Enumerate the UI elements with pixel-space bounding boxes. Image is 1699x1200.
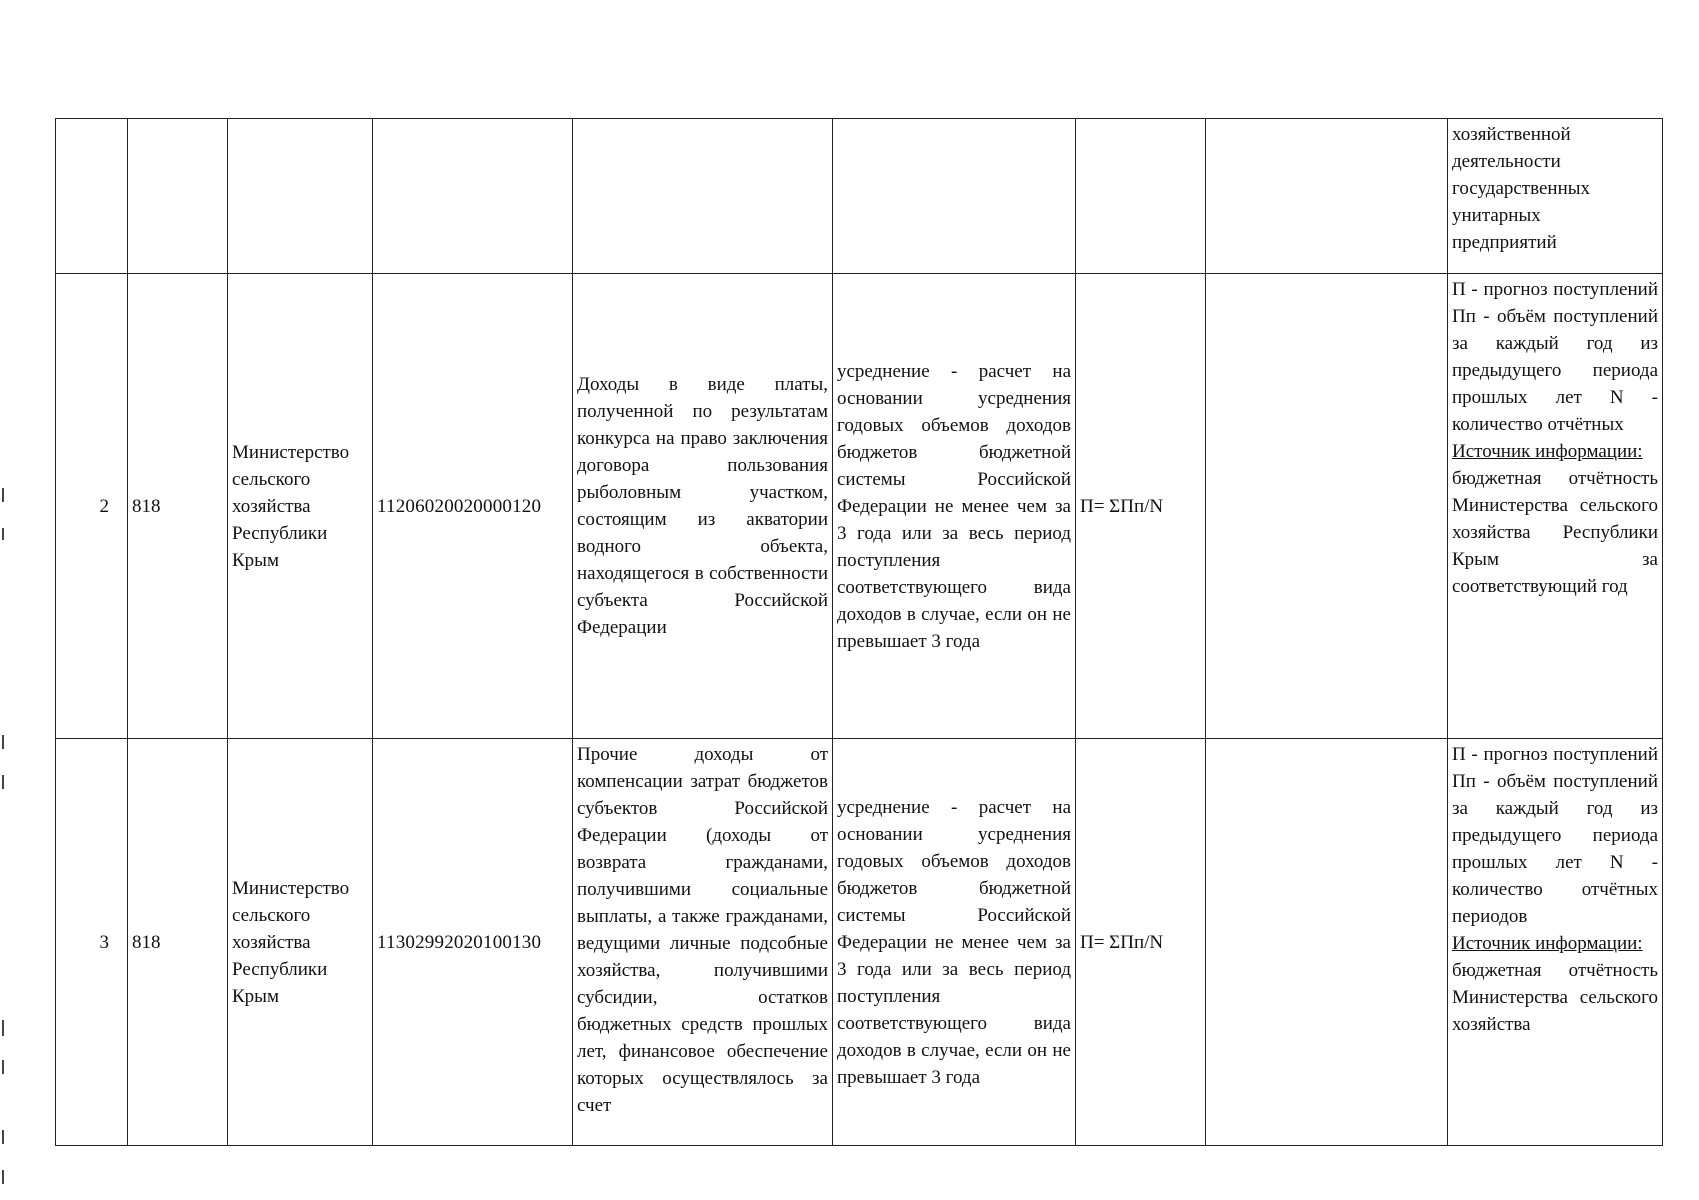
description-line: деятельности [1452,151,1561,172]
kbk-cell: 11302992020100130 [373,739,573,1146]
revenue-forecast-table [55,118,1663,1146]
formula-cell: П= ΣПп/N [1076,274,1206,739]
ministry-cell: Министерство сельского хозяйства Республики Крым [228,739,373,1146]
extra-cell [1206,274,1448,739]
formula-cell: П= ΣПп/N [1076,739,1206,1146]
extra-cell [1206,739,1448,1146]
source-label: Источник информации: [1452,441,1643,462]
admin-code-cell: 818 [128,274,228,739]
description-cell [1448,274,1663,739]
source-text: бюджетная отчётность Министерства сельского хозяйства Республики Крым за соответствующий год [1452,468,1658,597]
kbk-cell: 11206020020000120 [373,274,573,739]
row-number-cell: 2 [56,274,128,739]
extra-cell [1206,119,1448,274]
revenue-name-cell: Прочие доходы от компенсации затрат бюджетов субъектов Российской Федерации (доходы от возврата гражданами, получившими социальные выплаты, а также гражданами, ведущими личные подсобные хозяйства, получившими субсидии, остатков бюджетных средств прошлых лет, финансовое обеспечение которых осуществлялось за счет [573,739,833,1146]
kbk-cell [373,119,573,274]
description-line: унитарных [1452,205,1541,226]
method-cell: усреднение - расчет на основании усреднения годовых объемов доходов бюджетов бюджетной системы Российской Федерации не менее чем за 3 года или за весь период поступления соответствующего вида доходов в случае, если он не превышает 3 года [833,739,1076,1146]
description-line: государственных [1452,178,1591,199]
revenue-name-cell [573,119,833,274]
method-cell [833,119,1076,274]
scan-margin-marks [0,0,10,1200]
description-line: предприятий [1452,232,1557,253]
description-cell [1448,119,1663,274]
description-cell [1448,739,1663,1146]
description-text: П - прогноз поступлений Пп - объём поступлений за каждый год из предыдущего периода прошлых лет N - количество отчётных [1452,279,1658,435]
method-cell: усреднение - расчет на основании усреднения годовых объемов доходов бюджетов бюджетной системы Российской Федерации не менее чем за 3 года или за весь период поступления соответствующего вида доходов в случае, если он не превышает 3 года [833,274,1076,739]
source-text: бюджетная отчётность Министерства сельского хозяйства [1452,960,1658,1035]
source-label: Источник информации: [1452,933,1643,954]
table-row [56,119,1663,274]
admin-code-cell: 818 [128,739,228,1146]
table-row [56,274,1663,739]
row-number-cell: 3 [56,739,128,1146]
table-row [56,739,1663,1146]
description-text: П - прогноз поступлений Пп - объём поступлений за каждый год из предыдущего периода прошлых лет N - количество отчётных периодов [1452,744,1658,927]
formula-cell [1076,119,1206,274]
ministry-cell [228,119,373,274]
row-number-cell [56,119,128,274]
admin-code-cell [128,119,228,274]
description-line: хозяйственной [1452,124,1571,145]
ministry-cell: Министерство сельского хозяйства Республики Крым [228,274,373,739]
revenue-name-cell: Доходы в виде платы, полученной по результатам конкурса на право заключения договора пользования рыболовным участком, состоящим из акватории водного объекта, находящегося в собственности субъекта Российской Федерации [573,274,833,739]
